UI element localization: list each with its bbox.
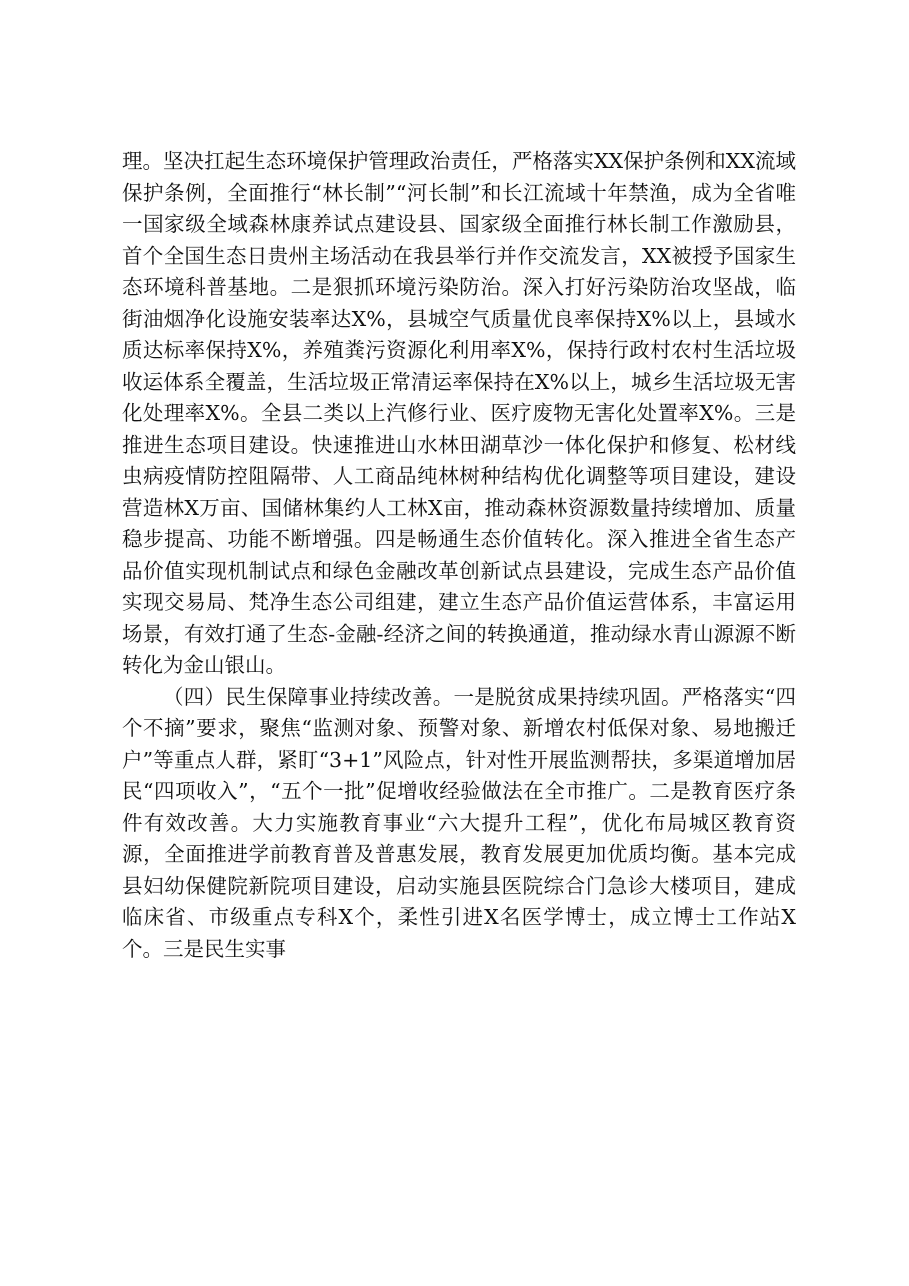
paragraph-livelihood: （四）民生保障事业持续改善。一是脱贫成果持续巩固。严格落实“四个不摘”要求，聚焦“监测对象、预警对象、新增农村低保对象、易地搬迁户”等重点人群，紧盯“3+1”风险点，针对性开展监测帮扶，多渠道增加居民“四项收入”，“五个一批”促增收经验做法在全市推广。二是教育医疗条件有效改善。大力实施教育事业“六大提升工程”，优化布局城区教育资源，全面推进学前教育普及普惠发展，教育发展更加优质均衡。基本完成县妇幼保健院新院项目建设，启动实施县医院综合门急诊大楼项目，建成临床省、市级重点专科X个，柔性引进X名医学博士，成立博士工作站X个。三是民生实事 — [122, 684, 796, 961]
document-body — [122, 146, 796, 965]
paragraph-ecology: 理。坚决扛起生态环境保护管理政治责任，严格落实XX保护条例和XX流域保护条例，全面推行“林长制”“河长制”和长江流域十年禁渔，成为全省唯一国家级全域森林康养试点建设县、国家级全面推行林长制工作激励县，首个全国生态日贵州主场活动在我县举行并作交流发言，XX被授予国家生态环境科普基地。二是狠抓环境污染防治。深入打好污染防治攻坚战，临街油烟净化设施安装率达X%，县城空气质量优良率保持X%以上，县域水质达标率保持X%，养殖粪污资源化利用率X%，保持行政村农村生活垃圾收运体系全覆盖，生活垃圾正常清运率保持在X%以上，城乡生活垃圾无害化处理率X%。全县二类以上汽修行业、医疗废物无害化处置率X%。三是推进生态项目建设。快速推进山水林田湖草沙一体化保护和修复、松材线虫病疫情防控阻隔带、人工商品纯林树种结构优化调整等项目建设，建设营造林X万亩、国储林集约人工林X亩，推动森林资源数量持续增加、质量稳步提高、功能不断增强。四是畅通生态价值转化。深入推进全省生态产品价值实现机制试点和绿色金融改革创新试点县建设，完成生态产品价值实现交易局、梵净生态公司组建，建立生态产品价值运营体系，丰富运用场景，有效打通了生态-金融-经济之间的转换通道，推动绿水青山源源不断转化为金山银山。 — [122, 149, 796, 677]
